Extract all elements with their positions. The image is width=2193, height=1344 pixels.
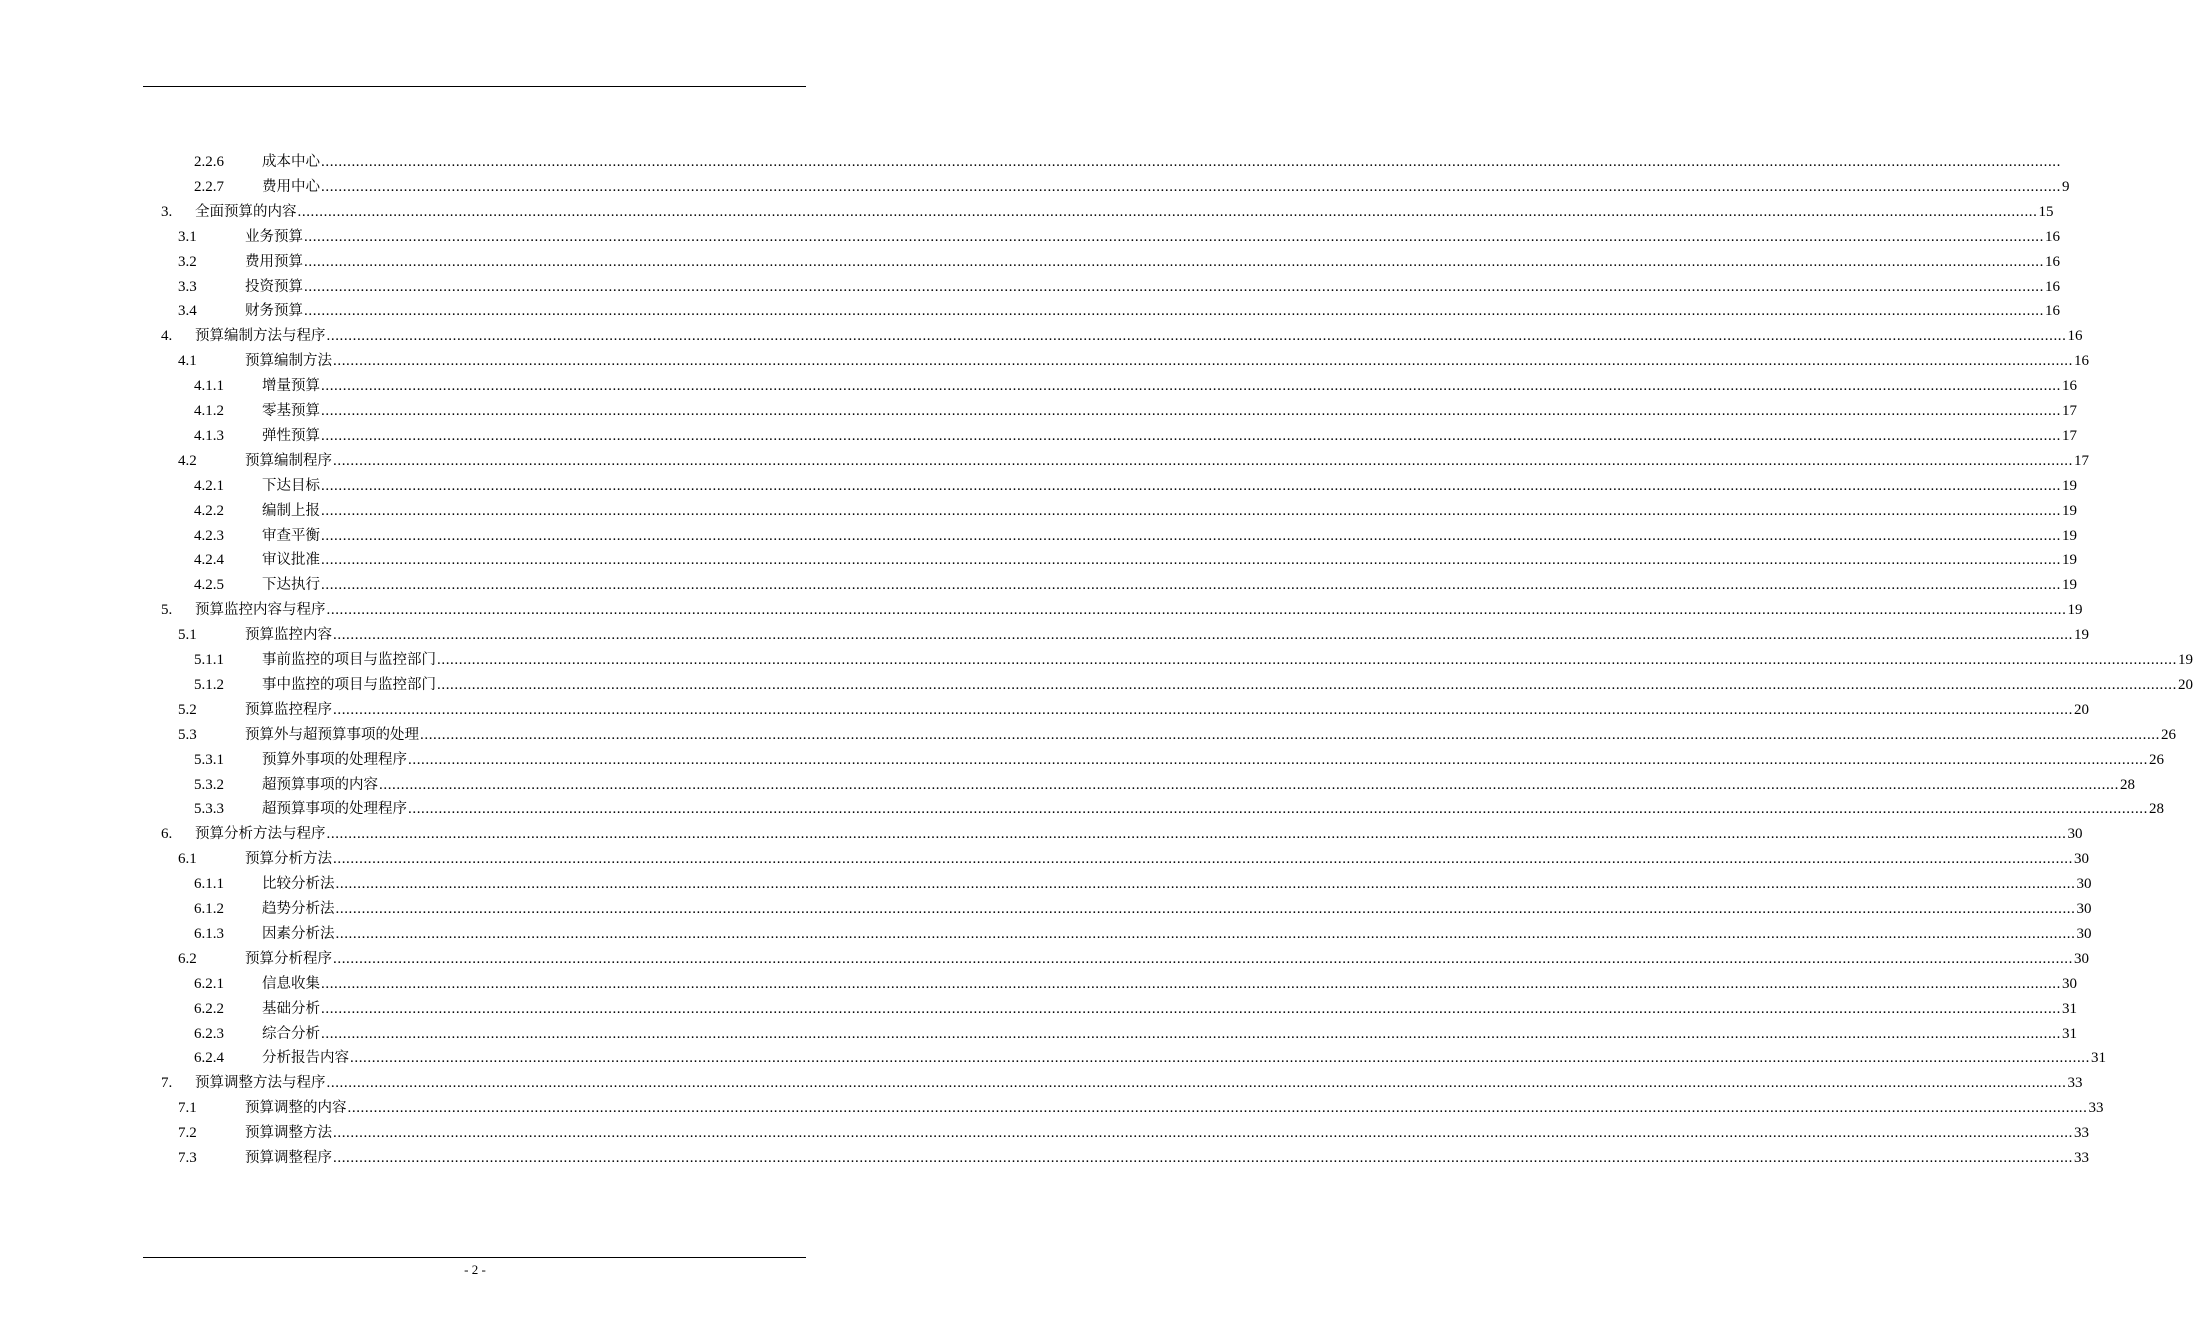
toc-entry[interactable] bbox=[178, 348, 2089, 370]
toc-entry-number: 6.1 bbox=[178, 851, 197, 868]
header-rule bbox=[143, 86, 806, 87]
toc-leader-dots: ................................................................................................................................................................................................................................................................................................................................................................................................................ bbox=[304, 278, 2044, 295]
toc-entry-title: 审议批准 bbox=[262, 552, 320, 569]
toc-entry[interactable] bbox=[194, 672, 2193, 694]
toc-leader-dots: ................................................................................................................................................................................................................................................................................................................................................................................................................ bbox=[333, 627, 2073, 644]
toc-leader-dots: ................................................................................................................................................................................................................................................................................................................................................................................................................ bbox=[321, 378, 2061, 395]
toc-entry-number: 5.1 bbox=[178, 627, 197, 644]
toc-entry[interactable] bbox=[194, 547, 2077, 569]
toc-entry-title: 预算外事项的处理程序 bbox=[262, 751, 407, 768]
toc-entry-number: 5.3 bbox=[178, 726, 197, 743]
toc-entry-title: 比较分析法 bbox=[262, 876, 335, 893]
toc-entry-number: 6.1.2 bbox=[194, 901, 224, 917]
toc-leader-dots: ................................................................................................................................................................................................................................................................................................................................................................................................................ bbox=[321, 403, 2061, 419]
toc-leader-dots: ................................................................................................................................................................................................................................................................................................................................................................................................................ bbox=[333, 701, 2073, 718]
toc-entry-number: 4.2.5 bbox=[194, 577, 224, 594]
toc-entry-title: 分析报告内容 bbox=[262, 1050, 349, 1067]
toc-entry-number: 6.2.2 bbox=[194, 1000, 224, 1017]
toc-entry[interactable] bbox=[178, 1120, 2089, 1142]
toc-entry-number: 3.1 bbox=[178, 228, 197, 245]
toc-entry[interactable] bbox=[178, 274, 2060, 296]
toc-entry[interactable] bbox=[194, 398, 2077, 420]
toc-entry-title: 预算调整方法与程序 bbox=[195, 1075, 326, 1092]
toc-entry[interactable] bbox=[178, 722, 2176, 744]
toc-leader-dots: ................................................................................................................................................................................................................................................................................................................................................................................................................ bbox=[326, 826, 2067, 843]
toc-entry-page: 30 bbox=[2062, 975, 2077, 992]
toc-entry-number: 5.2 bbox=[178, 701, 197, 718]
toc-entry[interactable] bbox=[161, 597, 2083, 619]
toc-entry-title: 零基预算 bbox=[262, 403, 320, 419]
toc-entry[interactable] bbox=[178, 448, 2089, 470]
toc-entry-page: 19 bbox=[2062, 577, 2077, 594]
toc-entry-page: 19 bbox=[2074, 627, 2089, 644]
toc-leader-dots: ................................................................................................................................................................................................................................................................................................................................................................................................................ bbox=[321, 975, 2061, 992]
toc-entry-title: 审查平衡 bbox=[262, 527, 320, 544]
toc-entry-page: 19 bbox=[2178, 652, 2193, 668]
toc-entry-number: 4.2 bbox=[178, 452, 197, 469]
toc-entry[interactable] bbox=[194, 149, 2061, 171]
toc-entry-page: 26 bbox=[2161, 726, 2176, 743]
toc-leader-dots: ................................................................................................................................................................................................................................................................................................................................................................................................................ bbox=[408, 801, 2148, 818]
toc-entry-number: 5.1.1 bbox=[194, 652, 224, 668]
toc-entry-number: 6.2.1 bbox=[194, 975, 224, 992]
toc-entry-title: 预算监控程序 bbox=[245, 701, 332, 718]
toc-entry-number: 6.1.3 bbox=[194, 925, 224, 942]
toc-leader-dots: ................................................................................................................................................................................................................................................................................................................................................................................................................ bbox=[321, 1025, 2061, 1042]
toc-entry-page: 17 bbox=[2062, 403, 2077, 419]
toc-entry[interactable] bbox=[194, 896, 2092, 918]
toc-leader-dots: ................................................................................................................................................................................................................................................................................................................................................................................................................ bbox=[437, 652, 2177, 668]
toc-entry-page: 30 bbox=[2067, 826, 2083, 843]
toc-leader-dots: ................................................................................................................................................................................................................................................................................................................................................................................................................ bbox=[437, 676, 2177, 693]
toc-entry-page: 9 bbox=[2062, 178, 2070, 195]
toc-entry-page: 28 bbox=[2149, 801, 2164, 818]
toc-leader-dots: ................................................................................................................................................................................................................................................................................................................................................................................................................ bbox=[335, 925, 2076, 942]
toc-entry-title: 预算编制方法 bbox=[245, 353, 332, 370]
toc-entry-number: 2.2.7 bbox=[194, 178, 224, 195]
toc-entry[interactable] bbox=[178, 1145, 2089, 1167]
toc-entry-number: 7.1 bbox=[178, 1100, 197, 1117]
toc-entry-title: 超预算事项的处理程序 bbox=[262, 801, 407, 818]
toc-entry-number: 6.2.3 bbox=[194, 1025, 224, 1042]
toc-entry-page: 16 bbox=[2045, 278, 2060, 295]
toc-entry-number: 7. bbox=[161, 1075, 173, 1092]
toc-entry-page: 30 bbox=[2076, 925, 2092, 942]
toc-entry[interactable] bbox=[194, 647, 2193, 669]
toc-leader-dots: ................................................................................................................................................................................................................................................................................................................................................................................................................ bbox=[333, 353, 2073, 370]
toc-entry[interactable] bbox=[194, 174, 2070, 196]
toc-entry-title: 超预算事项的内容 bbox=[262, 776, 378, 793]
toc-entry-page: 31 bbox=[2062, 1000, 2077, 1017]
toc-entry-title: 预算外与超预算事项的处理 bbox=[245, 726, 419, 743]
toc-leader-dots: ................................................................................................................................................................................................................................................................................................................................................................................................................ bbox=[304, 303, 2044, 320]
toc-entry-number: 4.1.3 bbox=[194, 427, 224, 444]
toc-entry-number: 6. bbox=[161, 826, 173, 843]
toc-entry-title: 预算监控内容与程序 bbox=[195, 602, 326, 619]
toc-entry[interactable] bbox=[161, 323, 2083, 345]
toc-entry[interactable] bbox=[161, 199, 2054, 221]
toc-entry-page: 33 bbox=[2088, 1100, 2104, 1117]
toc-entry-page: 33 bbox=[2067, 1075, 2083, 1092]
toc-leader-dots: ................................................................................................................................................................................................................................................................................................................................................................................................................ bbox=[408, 751, 2148, 768]
toc-entry-page: 31 bbox=[2062, 1025, 2077, 1042]
toc-leader-dots: ................................................................................................................................................................................................................................................................................................................................................................................................................ bbox=[304, 228, 2044, 245]
toc-entry-title: 下达执行 bbox=[262, 577, 320, 594]
toc-leader-dots: ................................................................................................................................................................................................................................................................................................................................................................................................................ bbox=[333, 851, 2073, 868]
toc-entry-title: 费用中心 bbox=[262, 178, 320, 195]
toc-entry[interactable] bbox=[178, 224, 2060, 246]
toc-leader-dots: ................................................................................................................................................................................................................................................................................................................................................................................................................ bbox=[420, 726, 2160, 743]
toc-entry-title: 信息收集 bbox=[262, 975, 320, 992]
toc-entry-title: 预算分析方法 bbox=[245, 851, 332, 868]
toc-entry-page: 16 bbox=[2045, 303, 2060, 320]
toc-leader-dots: ................................................................................................................................................................................................................................................................................................................................................................................................................ bbox=[321, 502, 2061, 519]
toc-entry[interactable] bbox=[178, 946, 2089, 968]
toc-leader-dots: ................................................................................................................................................................................................................................................................................................................................................................................................................ bbox=[321, 178, 2061, 195]
toc-leader-dots: ................................................................................................................................................................................................................................................................................................................................................................................................................ bbox=[335, 876, 2076, 893]
toc-entry-title: 趋势分析法 bbox=[262, 901, 335, 917]
toc-entry[interactable] bbox=[194, 1021, 2077, 1043]
toc-leader-dots: ................................................................................................................................................................................................................................................................................................................................................................................................................ bbox=[321, 1000, 2061, 1017]
toc-entry-title: 财务预算 bbox=[245, 303, 303, 320]
toc-entry[interactable] bbox=[194, 996, 2077, 1018]
toc-entry-page: 33 bbox=[2074, 1125, 2089, 1142]
toc-leader-dots: ................................................................................................................................................................................................................................................................................................................................................................................................................ bbox=[347, 1100, 2088, 1117]
toc-entry-title: 成本中心 bbox=[262, 154, 320, 170]
toc-entry-number: 5.3.3 bbox=[194, 801, 224, 818]
toc-entry-title: 预算编制程序 bbox=[245, 452, 332, 469]
toc-entry-number: 4.1 bbox=[178, 353, 197, 370]
toc-entry-number: 4.1.2 bbox=[194, 403, 224, 419]
toc-entry-page: 30 bbox=[2076, 876, 2092, 893]
toc-entry-page: 30 bbox=[2074, 950, 2089, 967]
toc-entry-number: 2.2.6 bbox=[194, 154, 224, 170]
toc-entry-number: 4.1.1 bbox=[194, 378, 224, 395]
toc-entry-number: 5.3.1 bbox=[194, 751, 224, 768]
toc-leader-dots: ................................................................................................................................................................................................................................................................................................................................................................................................................ bbox=[326, 602, 2067, 619]
toc-entry-number: 5.3.2 bbox=[194, 776, 224, 793]
toc-entry-title: 预算调整方法 bbox=[245, 1125, 332, 1142]
toc-entry[interactable] bbox=[194, 747, 2164, 769]
toc-entry-title: 预算调整的内容 bbox=[245, 1100, 347, 1117]
toc-entry[interactable] bbox=[178, 697, 2089, 719]
toc-entry-page: 16 bbox=[2067, 328, 2083, 345]
toc-entry[interactable] bbox=[178, 1095, 2104, 1117]
toc-entry[interactable] bbox=[178, 622, 2089, 644]
toc-entry[interactable] bbox=[194, 473, 2077, 495]
toc-entry[interactable] bbox=[194, 772, 2135, 794]
toc-entry-page: 19 bbox=[2062, 527, 2077, 544]
toc-entry-number: 6.2.4 bbox=[194, 1050, 224, 1067]
toc-entry[interactable] bbox=[194, 572, 2077, 594]
toc-entry-title: 编制上报 bbox=[262, 502, 320, 519]
toc-entry[interactable] bbox=[194, 921, 2092, 943]
toc-entry-page: 19 bbox=[2062, 552, 2077, 569]
toc-entry-title: 全面预算的内容 bbox=[195, 203, 297, 220]
toc-entry-number: 7.3 bbox=[178, 1150, 197, 1166]
toc-entry-page: 19 bbox=[2062, 477, 2077, 494]
toc-entry[interactable] bbox=[194, 871, 2092, 893]
toc-leader-dots: ................................................................................................................................................................................................................................................................................................................................................................................................................ bbox=[326, 328, 2067, 345]
toc-leader-dots: ................................................................................................................................................................................................................................................................................................................................................................................................................ bbox=[297, 203, 2038, 220]
toc-entry-page: 19 bbox=[2067, 602, 2083, 619]
toc-entry-title: 业务预算 bbox=[245, 228, 303, 245]
toc-leader-dots: ................................................................................................................................................................................................................................................................................................................................................................................................................ bbox=[304, 253, 2044, 270]
toc-entry-number: 5. bbox=[161, 602, 173, 619]
toc-entry-number: 3.3 bbox=[178, 278, 197, 295]
toc-leader-dots: ................................................................................................................................................................................................................................................................................................................................................................................................................ bbox=[321, 154, 2061, 170]
toc-entry[interactable] bbox=[194, 971, 2077, 993]
toc-entry[interactable] bbox=[161, 821, 2083, 843]
toc-entry-title: 下达目标 bbox=[262, 477, 320, 494]
toc-entry-title: 费用预算 bbox=[245, 253, 303, 270]
toc-entry-number: 6.1.1 bbox=[194, 876, 224, 893]
toc-leader-dots: ................................................................................................................................................................................................................................................................................................................................................................................................................ bbox=[321, 577, 2061, 594]
toc-entry[interactable] bbox=[194, 498, 2077, 520]
toc-entry-page: 30 bbox=[2074, 851, 2089, 868]
toc-leader-dots: ................................................................................................................................................................................................................................................................................................................................................................................................................ bbox=[321, 427, 2061, 444]
toc-entry-title: 弹性预算 bbox=[262, 427, 320, 444]
toc-entry-page: 28 bbox=[2120, 776, 2135, 793]
toc-entry[interactable] bbox=[161, 1070, 2083, 1092]
toc-entry[interactable] bbox=[194, 1045, 2106, 1067]
toc-entry-page: 26 bbox=[2149, 751, 2164, 768]
toc-entry-number: 5.1.2 bbox=[194, 676, 224, 693]
toc-entry-number: 3. bbox=[161, 203, 173, 220]
toc-entry-title: 因素分析法 bbox=[262, 925, 335, 942]
toc-leader-dots: ................................................................................................................................................................................................................................................................................................................................................................................................................ bbox=[333, 1150, 2073, 1166]
toc-entry-number: 4.2.4 bbox=[194, 552, 224, 569]
toc-entry-page: 33 bbox=[2074, 1150, 2089, 1166]
toc-leader-dots: ................................................................................................................................................................................................................................................................................................................................................................................................................ bbox=[350, 1050, 2090, 1067]
toc-entry-title: 投资预算 bbox=[245, 278, 303, 295]
toc-leader-dots: ................................................................................................................................................................................................................................................................................................................................................................................................................ bbox=[321, 527, 2061, 544]
toc-entry-number: 4. bbox=[161, 328, 173, 345]
toc-entry-page: 17 bbox=[2062, 427, 2077, 444]
toc-entry-title: 预算调整程序 bbox=[245, 1150, 332, 1166]
toc-entry[interactable] bbox=[178, 846, 2089, 868]
toc-entry-page: 16 bbox=[2045, 253, 2060, 270]
toc-leader-dots: ................................................................................................................................................................................................................................................................................................................................................................................................................ bbox=[379, 776, 2119, 793]
toc-leader-dots: ................................................................................................................................................................................................................................................................................................................................................................................................................ bbox=[335, 901, 2076, 917]
toc-entry-page: 20 bbox=[2074, 701, 2089, 718]
toc-entry-title: 预算监控内容 bbox=[245, 627, 332, 644]
toc-entry-title: 预算编制方法与程序 bbox=[195, 328, 326, 345]
toc-entry-title: 事前监控的项目与监控部门 bbox=[262, 652, 436, 668]
footer-rule bbox=[143, 1257, 806, 1258]
toc-entry-number: 6.2 bbox=[178, 950, 197, 967]
toc-entry-number: 3.4 bbox=[178, 303, 197, 320]
toc-entry-page: 16 bbox=[2062, 378, 2077, 395]
toc-entry-page: 20 bbox=[2178, 676, 2193, 693]
toc-entry-page: 17 bbox=[2074, 452, 2089, 469]
toc-entry-number: 4.2.3 bbox=[194, 527, 224, 544]
toc-entry-page: 19 bbox=[2062, 502, 2077, 519]
toc-entry-title: 基础分析 bbox=[262, 1000, 320, 1017]
toc-entry[interactable] bbox=[178, 298, 2060, 320]
toc-entry-title: 预算分析程序 bbox=[245, 950, 332, 967]
toc-entry[interactable] bbox=[194, 796, 2164, 818]
toc-entry-number: 4.2.1 bbox=[194, 477, 224, 494]
toc-entry-number: 7.2 bbox=[178, 1125, 197, 1142]
toc-leader-dots: ................................................................................................................................................................................................................................................................................................................................................................................................................ bbox=[333, 950, 2073, 967]
page-number: - 2 - bbox=[464, 1262, 486, 1277]
toc-entry-title: 增量预算 bbox=[262, 378, 320, 395]
toc-entry-page: 16 bbox=[2074, 353, 2089, 370]
toc-leader-dots: ................................................................................................................................................................................................................................................................................................................................................................................................................ bbox=[321, 477, 2061, 494]
toc-leader-dots: ................................................................................................................................................................................................................................................................................................................................................................................................................ bbox=[321, 552, 2061, 569]
toc-leader-dots: ................................................................................................................................................................................................................................................................................................................................................................................................................ bbox=[333, 452, 2073, 469]
toc-leader-dots: ................................................................................................................................................................................................................................................................................................................................................................................................................ bbox=[333, 1125, 2073, 1142]
toc-entry[interactable] bbox=[194, 423, 2077, 445]
toc-entry[interactable] bbox=[194, 373, 2077, 395]
toc-entry-page: 16 bbox=[2045, 228, 2060, 245]
toc-entry-number: 3.2 bbox=[178, 253, 197, 270]
toc-entry[interactable] bbox=[194, 523, 2077, 545]
toc-entry-number: 4.2.2 bbox=[194, 502, 224, 519]
toc-leader-dots: ................................................................................................................................................................................................................................................................................................................................................................................................................ bbox=[326, 1075, 2067, 1092]
toc-entry-title: 预算分析方法与程序 bbox=[195, 826, 326, 843]
toc-entry-page: 30 bbox=[2076, 901, 2092, 917]
toc-entry[interactable] bbox=[178, 249, 2060, 271]
toc-entry-page: 15 bbox=[2038, 203, 2054, 220]
toc-entry-title: 综合分析 bbox=[262, 1025, 320, 1042]
toc-entry-title: 事中监控的项目与监控部门 bbox=[262, 676, 436, 693]
toc-entry-page: 31 bbox=[2091, 1050, 2106, 1067]
